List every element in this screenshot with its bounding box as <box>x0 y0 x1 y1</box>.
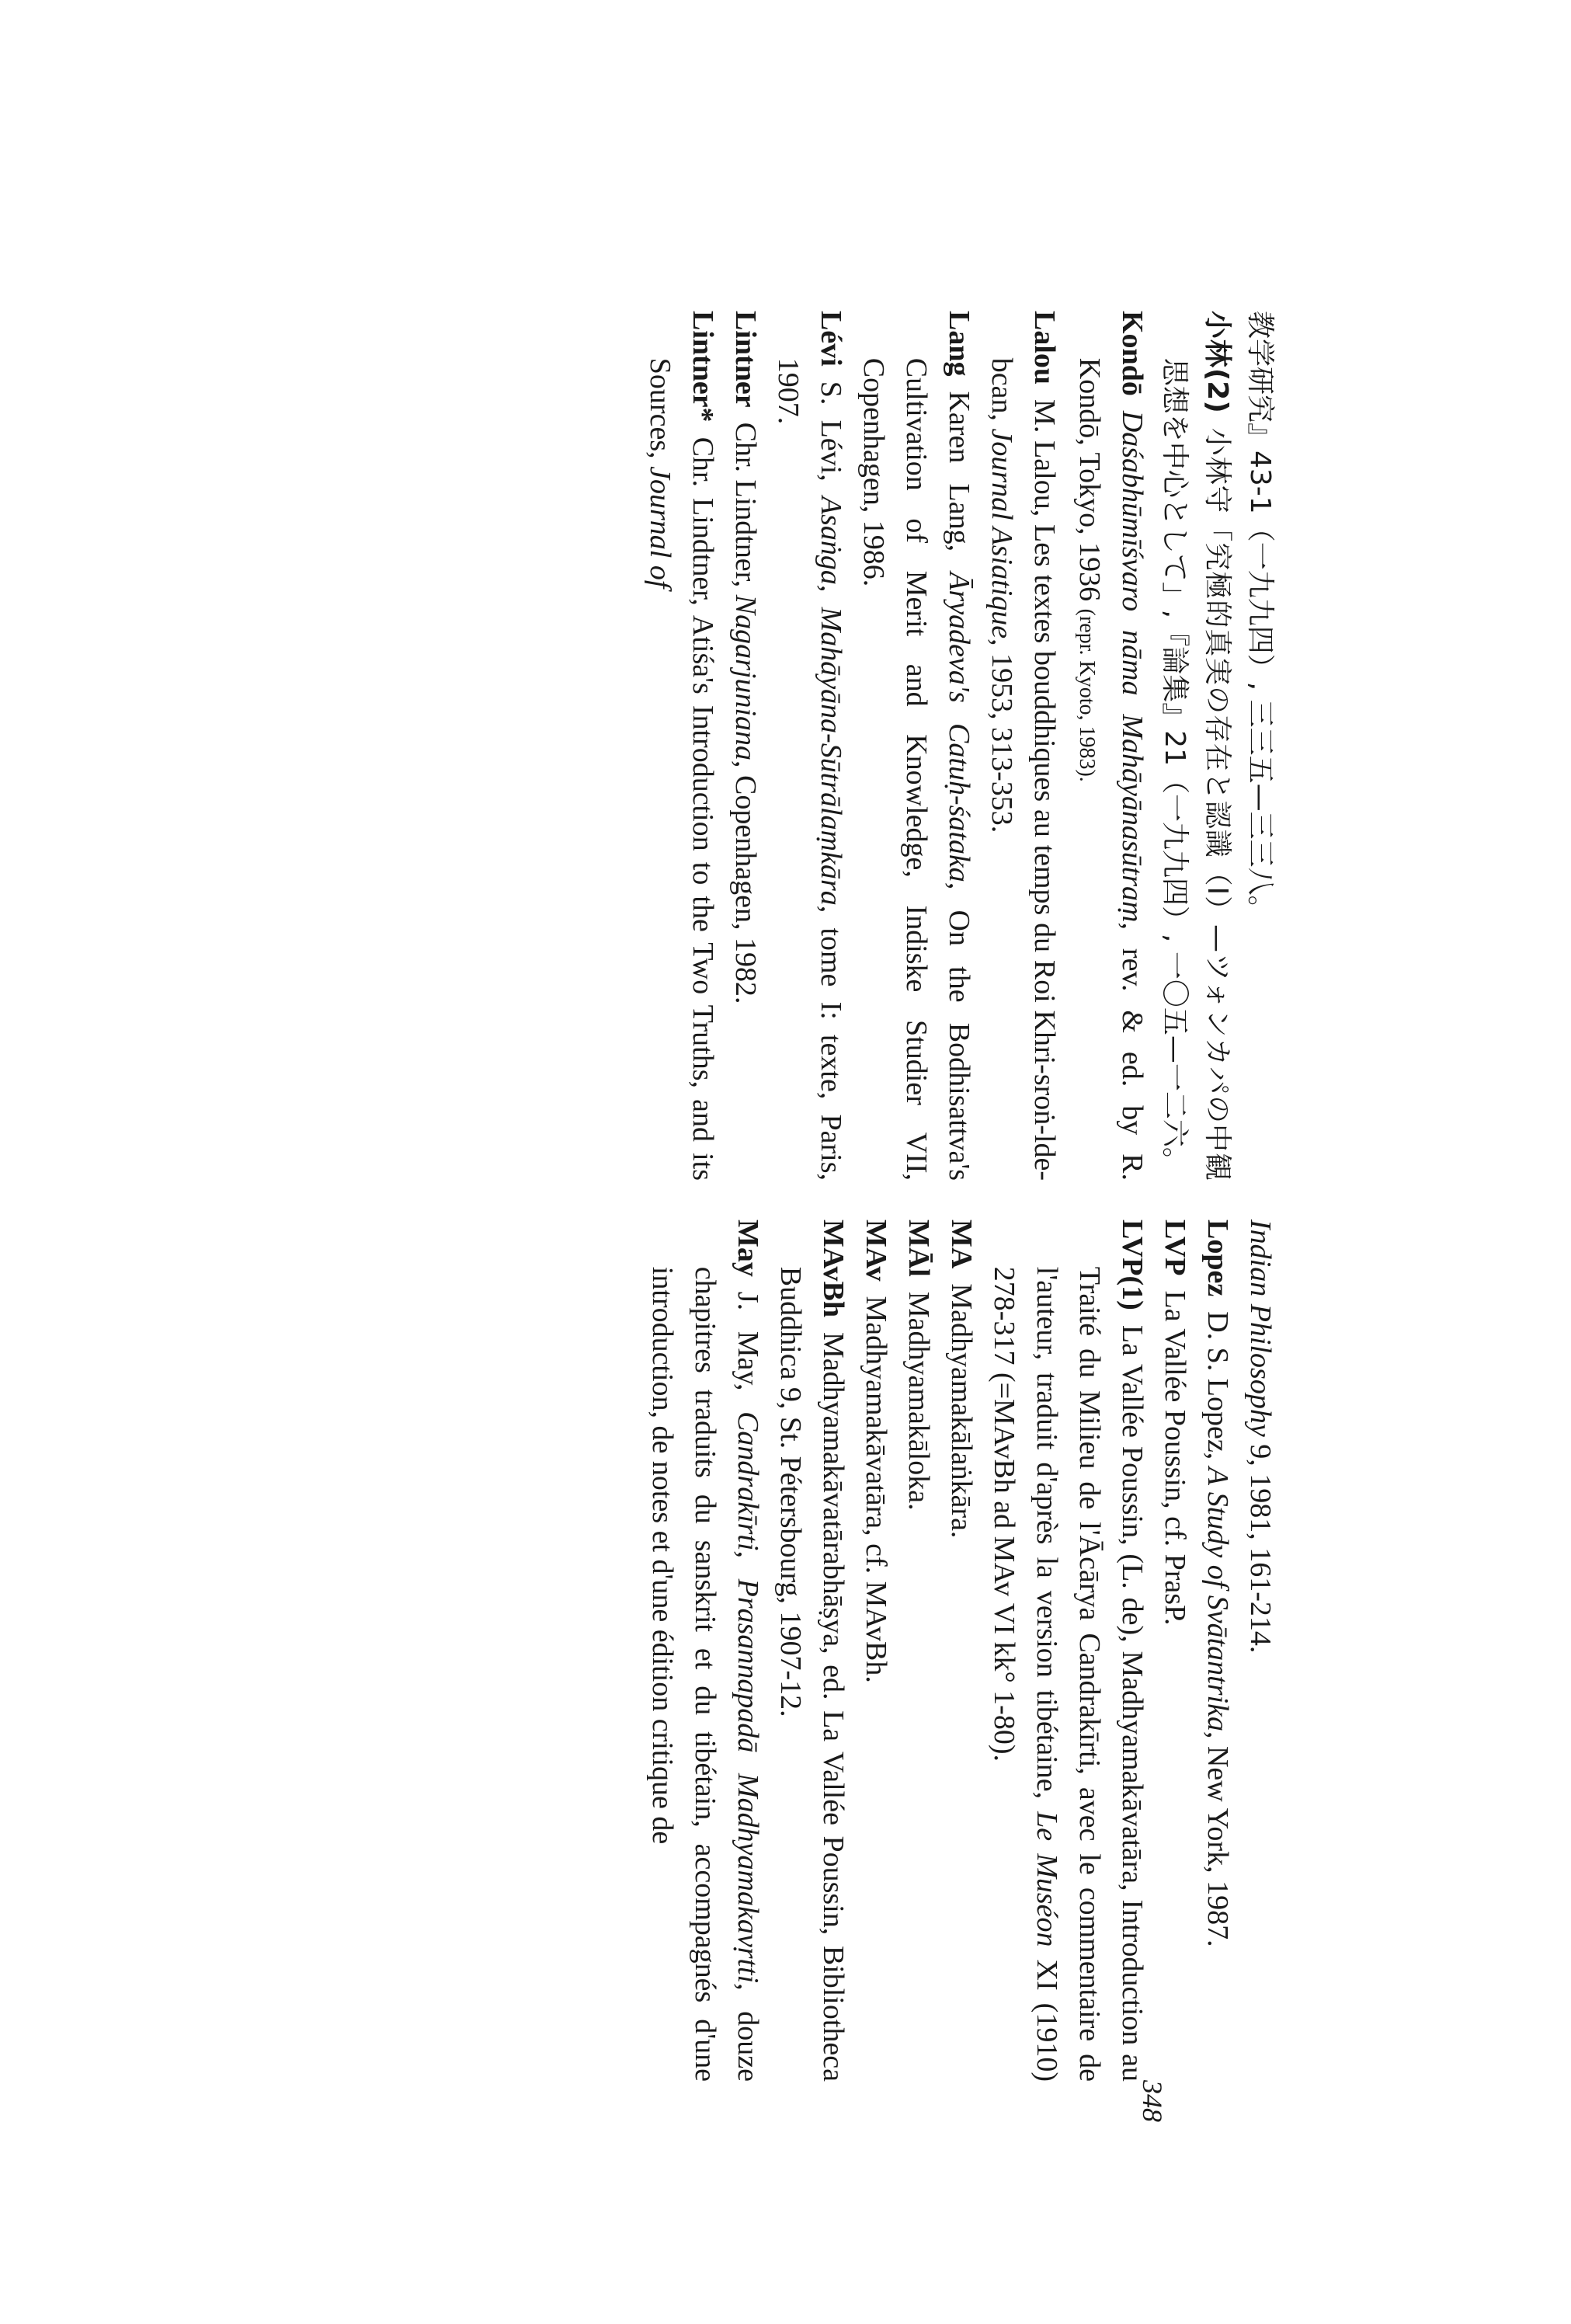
entry-lintner-star: Lintner*Chr. Lindtner, Atiśa's Introduction to the Two Truths, and its Sources, Journal of <box>644 311 719 1181</box>
entry-lopez: LopezD. S. Lopez, A Study of Svātantrika, New York, 1987. <box>1201 1219 1234 1947</box>
entry-kyogaku: 教学研究』43-1（一九九四）, 三三五—三三八。 <box>1244 311 1276 924</box>
entry-lvp1: LVP(1)La Vallée Poussin, (L. de), Madhyamakāvatāra, Introduction au Traité du Milieu de l'Ācārya Candrakīrti, avec le commentaire de l'auteur, traduit d'après la version tibétaine, Le Muséon XI (1910) 278-317 (=MAvBh ad MAv VI kk° 1-80). <box>988 1219 1149 2082</box>
entry-lintner: LintnerChr. Lindtner, Nagarjuniana, Copenhagen, 1982. <box>729 311 762 1004</box>
entry-indian-philosophy: Indian Philosophy 9, 1981, 161-214. <box>1244 1219 1277 1654</box>
page-number: 348 <box>1137 2080 1168 2122</box>
entry-may: MayJ. May, Candrakīrti, Prasannapadā Madhyamakavṛtti, douze chapitres traduits du sanskrit et du tibétain, accompagnés d'une introduction, de notes et d'une édition critique de <box>646 1219 764 2082</box>
entry-kobayashi: 小林(2)小林守「究極的真実の存在と認識（Ⅰ）—ツォンカパの中観思想を中心として」,『論集』21（一九九四）, 一〇五—一二六。 <box>1159 311 1233 1181</box>
entry-kondo: KondōDaśabhūmīśvaro nāma Mahāyānasūtraṃ, rev. & ed. by R. Kondō, Tokyo, 1936 (repr. Kyoto, 1983). <box>1073 311 1149 1181</box>
entry-mav: MAvMadhyamakāvatāra, cf. MAvBh. <box>860 1219 892 1683</box>
entry-ma: MAMadhyamakālaṅkāra. <box>945 1219 978 1539</box>
entry-lalou: LalouM. Lalou, Les textes bouddhiques au temps du Roi Khri-sroṅ-lde-bcan, Journal Asiatique, 1953, 313-353. <box>985 311 1061 1181</box>
bibliography-column-1 <box>638 311 1281 1181</box>
entry-mavbh: MAvBhMadhyamakāvatārabhāṣya, ed. La Vallée Poussin, Bibliotheca Buddhica 9, St. Pétersbourg, 1907-12. <box>774 1219 850 2082</box>
bibliography-column-2 <box>641 1219 1281 2082</box>
entry-lvp: LVPLa Vallée Poussin, cf. PrasP. <box>1159 1219 1191 1626</box>
entry-levi: LéviS. Lévi, Asaṅga, Mahāyāna-Sūtrālaṃkāra, tome I: texte, Paris, 1907. <box>772 311 847 1181</box>
entry-lang: LangKaren Lang, Āryadeva's Catuḥ-śataka, On the Bodhisattva's Cultivation of Merit and Knowledge, Indiske Studier VII, Copenhagen, 1986. <box>857 311 975 1181</box>
entry-mal: MĀlMadhyamakāloka. <box>902 1219 935 1511</box>
